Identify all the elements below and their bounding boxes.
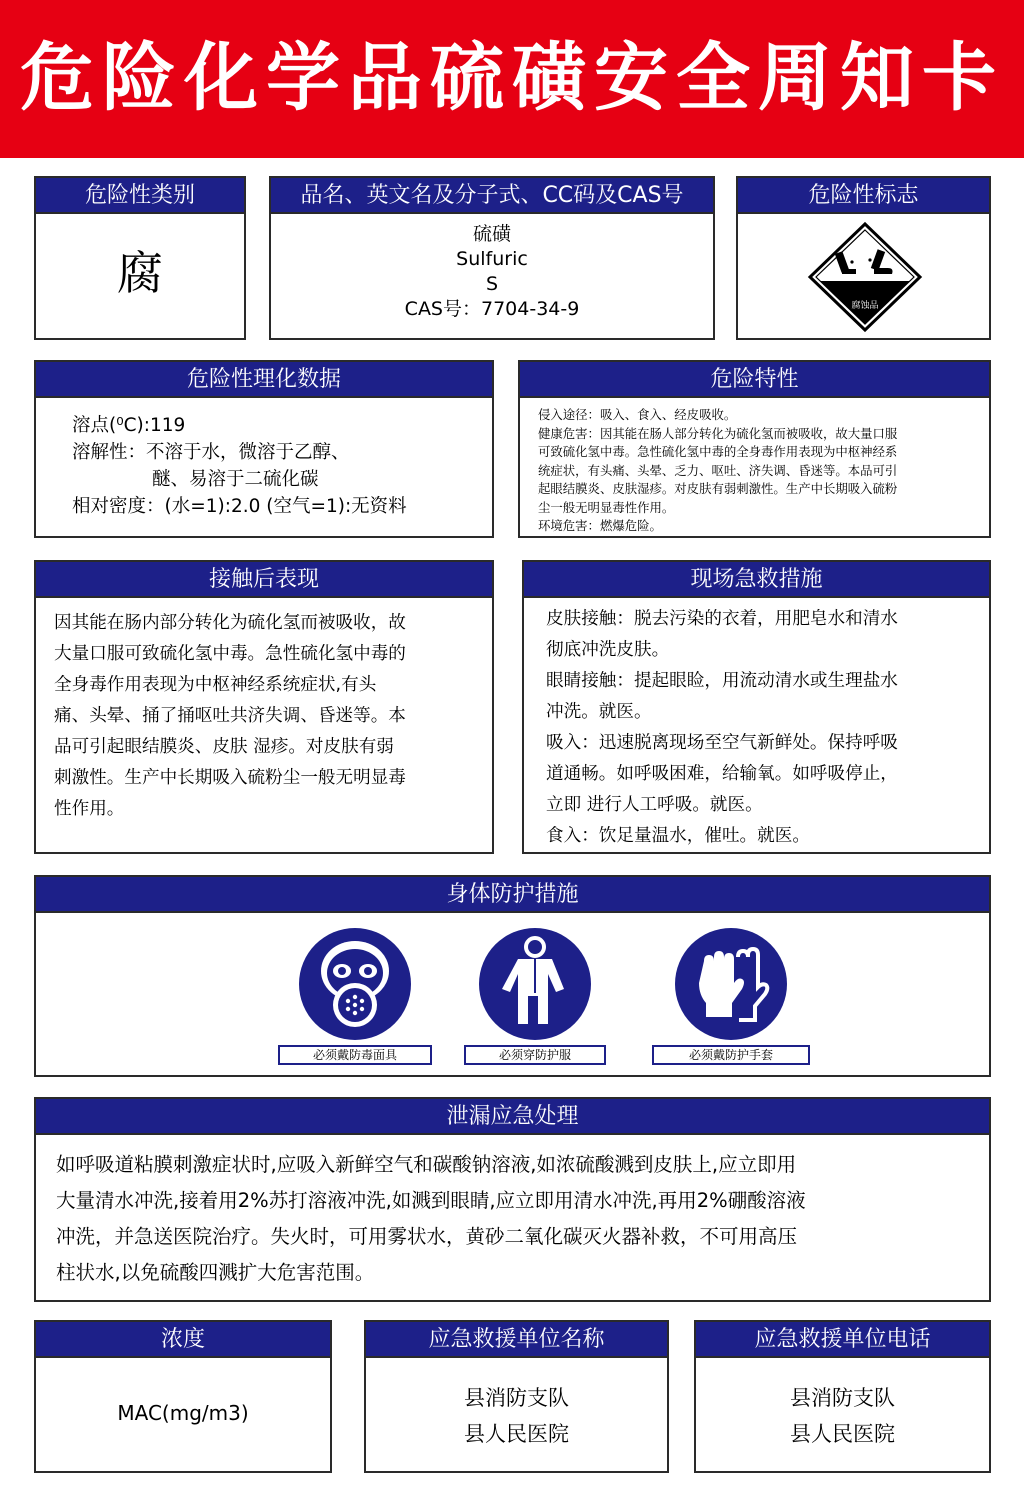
hazard-class-panel: [34, 176, 246, 340]
hazard-line: 健康危害：因其能在肠人部分转化为硫化氢而被吸收，故大量口服: [538, 425, 898, 441]
identity-header: 品名、英文名及分子式、CC码及CAS号: [271, 178, 713, 214]
contact-line: 刺激性。生产中长期吸入硫粉尘一般无明显毒: [54, 768, 406, 788]
first-aid-line: 眼睛接触：提起眼睑，用流动清水或生理盐水: [546, 671, 898, 691]
formula: S: [485, 273, 499, 295]
first-aid-header: 现场急救措施: [524, 562, 989, 598]
concentration-value: MAC(mg/m3): [117, 1401, 249, 1425]
physchem-header: 危险性理化数据: [36, 362, 492, 398]
hazard-line: 可致硫化氢中毒。急性硫化氢中毒的全身毒作用表现为中枢神经系: [538, 444, 898, 459]
name-cn: 硫磺: [472, 223, 511, 245]
concentration-panel: [34, 1320, 332, 1473]
leak-line: 柱状水,以免硫酸四溅扩大危害范围。: [56, 1261, 375, 1284]
hazard-line: 侵入途径：吸入、食入、经皮吸收。: [538, 407, 737, 422]
ppe-suit: [470, 927, 600, 1062]
hazard-line: 尘一般无明显毒性作用。: [538, 499, 675, 515]
contact-line: 因其能在肠内部分转化为硫化氢而被吸收，故: [54, 613, 406, 633]
hazard-line: 环境危害：燃爆危险。: [538, 518, 662, 533]
first-aid-line: 吸入：迅速脱离现场至空气新鲜处。保持呼吸: [546, 733, 898, 753]
corrosive-diamond-icon: [808, 222, 922, 332]
hazard-line: 起眼结膜炎、皮肤湿疹。对皮肤有弱刺激性。生产中长期吸入硫粉: [538, 481, 898, 496]
cas-number: CAS号：7704-34-9: [404, 298, 580, 320]
rescue-phone-line: 县消防支队: [790, 1386, 895, 1410]
hazard-props-panel: [518, 360, 991, 538]
rescue-unit-line: 县人民医院: [464, 1422, 569, 1446]
first-aid-panel: [522, 560, 991, 854]
ppe-label: 必须穿防护服: [464, 1045, 606, 1065]
hazard-sign-header: 危险性标志: [738, 178, 989, 214]
contact-line: 品可引起眼结膜炎、皮肤 湿疹。对皮肤有弱: [54, 737, 394, 757]
rescue-unit-panel: [364, 1320, 669, 1473]
identity-panel: [269, 176, 715, 340]
ppe-header: 身体防护措施: [36, 877, 989, 913]
ppe-label: 必须戴防毒面具: [278, 1045, 432, 1065]
first-aid-line: 彻底冲洗皮肤。: [546, 640, 670, 660]
first-aid-line: 皮肤接触：脱去污染的衣着，用肥皂水和清水: [546, 609, 898, 629]
leak-header: 泄漏应急处理: [36, 1099, 989, 1135]
title-banner: [0, 0, 1024, 158]
rescue-unit-line: 县消防支队: [464, 1386, 569, 1410]
first-aid-line: 冲洗。就医。: [546, 702, 652, 722]
name-en: Sulfuric: [456, 248, 528, 270]
rescue-phone-line: 县人民医院: [790, 1422, 895, 1446]
relative-density: 相对密度：(水=1):2.0 (空气=1):无资料: [72, 496, 407, 517]
leak-line: 大量清水冲洗,接着用2%苏打溶液冲洗,如溅到眼睛,应立即用清水冲洗,再用2%硼酸溶液: [56, 1189, 806, 1212]
solubility: 溶解性：不溶于水，微溶于乙醇、: [72, 442, 350, 463]
solubility-cont: 醚、易溶于二硫化碳: [152, 469, 319, 490]
page-title: 危险化学品硫磺安全周知卡: [20, 35, 1004, 121]
corrosive-label: 腐蚀品: [851, 301, 879, 311]
protective-gloves-icon: [674, 927, 788, 1041]
rescue-unit-header: 应急救援单位名称: [366, 1322, 667, 1358]
first-aid-line: 食入：饮足量温水，催吐。就医。: [546, 826, 810, 846]
leak-line: 如呼吸道粘膜刺激症状时,应吸入新鲜空气和碳酸钠溶液,如浓硫酸溅到皮肤上,应立即用: [56, 1153, 797, 1176]
rescue-phone-header: 应急救援单位电话: [696, 1322, 989, 1358]
rescue-phone-panel: [694, 1320, 991, 1473]
ppe-panel: [34, 875, 991, 1077]
contact-line: 大量口服可致硫化氢中毒。急性硫化氢中毒的: [54, 644, 406, 664]
ppe-gas-mask: [290, 927, 420, 1062]
gas-mask-icon: [298, 927, 412, 1041]
hazard-class-value: 腐: [117, 246, 193, 300]
ppe-gloves: [666, 927, 796, 1062]
concentration-header: 浓度: [36, 1322, 330, 1358]
hazard-class-header: 危险性类别: [36, 178, 244, 214]
contact-header: 接触后表现: [36, 562, 492, 598]
hazard-sign-panel: [736, 176, 991, 340]
physchem-panel: [34, 360, 494, 538]
hazard-props-header: 危险特性: [520, 362, 989, 398]
hazard-line: 统症状，有头痛、头晕、乏力、呕吐、济失调、昏迷等。本品可引: [538, 462, 898, 478]
first-aid-line: 立即 进行人工呼吸。就医。: [546, 795, 763, 815]
first-aid-line: 道通畅。如呼吸困难，给输氧。如呼吸停止，: [546, 764, 898, 784]
ppe-label: 必须戴防护手套: [652, 1045, 810, 1065]
contact-line: 痛、头晕、捅了捅呕吐共济失调、昏迷等。本: [54, 706, 406, 726]
melting-point: 溶点(⁰C):119: [72, 415, 186, 436]
contact-line: 性作用。: [54, 799, 125, 819]
contact-panel: [34, 560, 494, 854]
protective-suit-icon: [478, 927, 592, 1041]
leak-panel: [34, 1097, 991, 1302]
contact-line: 全身毒作用表现为中枢神经系统症状,有头: [54, 675, 377, 695]
leak-line: 冲洗，并急送医院治疗。失火时，可用雾状水，黄砂二氧化碳灭火器补救，不可用高压: [56, 1225, 798, 1248]
